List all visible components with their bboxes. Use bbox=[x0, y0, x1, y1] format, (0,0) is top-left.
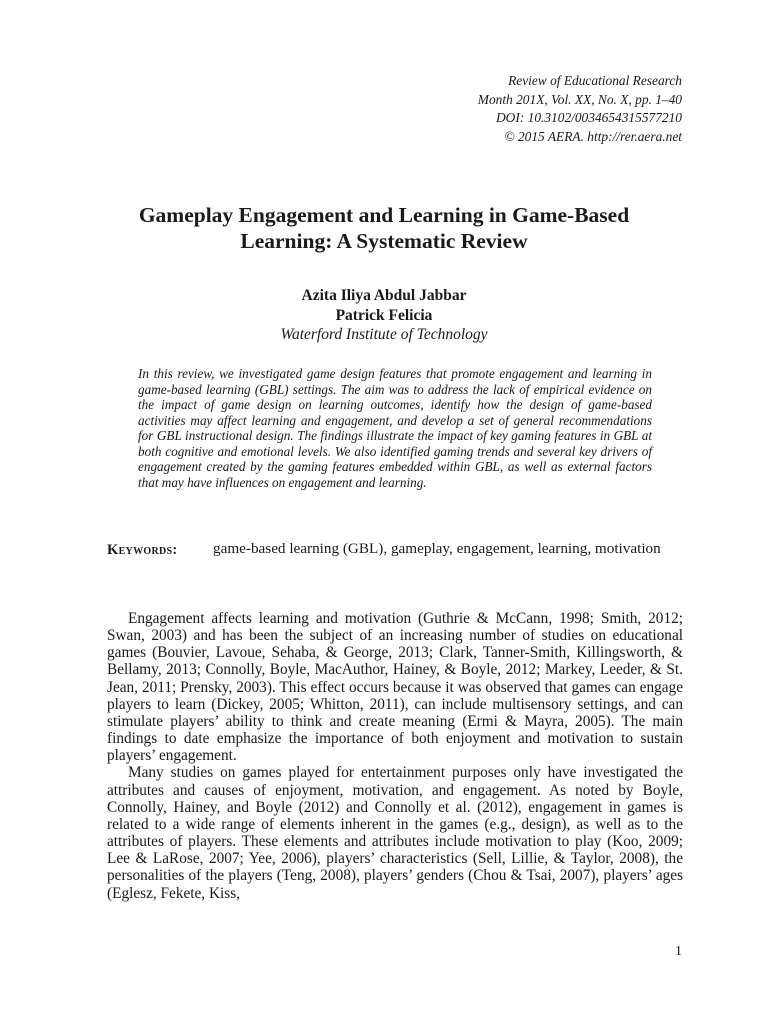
article-title: Gameplay Engagement and Learning in Game-Based Learning: A Systematic Review bbox=[138, 203, 630, 253]
body-paragraph: Many studies on games played for entertainment purposes only have investigated the attributes and causes of enjoyment, motivation, and engagement. As noted by Boyle, Connolly, Hainey, and Boyle (2012) and Connolly et al. (2012), engagement in games is related to a wide range of elements inherent in the games (e.g., design), as well as to the attributes of players. These elements and attributes include motivation to play (Koo, 2009; Lee & LaRose, 2007; Yee, 2006), players’ characteristics (Sell, Lillie, & Taylor, 2008), the personalities of the players (Teng, 2008), players’ genders (Chou & Tsai, 2007), players’ ages (Eglesz, Fekete, Kiss, bbox=[107, 764, 683, 902]
journal-header bbox=[262, 72, 682, 146]
keywords-text: game-based learning (GBL), gameplay, engagement, learning, motivation bbox=[213, 540, 661, 557]
keywords-row bbox=[107, 540, 683, 560]
author-name: Azita Iliya Abdul Jabbar bbox=[301, 287, 467, 304]
keywords-label: Keywords: bbox=[107, 542, 178, 558]
journal-name: Review of Educational Research bbox=[508, 73, 682, 88]
author-name: Patrick Felicia bbox=[335, 306, 433, 324]
journal-doi: DOI: 10.3102/0034654315577210 bbox=[496, 110, 682, 125]
journal-copyright: © 2015 AERA. http://rer.aera.net bbox=[504, 128, 682, 144]
body-paragraph: Engagement affects learning and motivation (Guthrie & McCann, 1998; Smith, 2012; Swan, 2003) and has been the subject of an increasing number of studies on educational games (Bouvier, Lavoue, Sehaba, & George, 2013; Clark, Tanner-Smith, Killingsworth, & Bellamy, 2013; Connolly, Boyle, MacAuthor, Hainey, & Boyle, 2012; Markey, Leeder, & St. Jean, 2011; Prensky, 2003). This effect occurs because it was observed that games can engage players to learn (Dickey, 2005; Whitton, 2011), can include multisensory settings, and can stimulate players’ ability to think and create meaning (Ermi & Mayra, 2005). The main findings to date emphasize the importance of both enjoyment and motivation to sustain players’ engagement. bbox=[107, 610, 683, 765]
body-text bbox=[107, 610, 683, 902]
journal-issue: Month 201X, Vol. XX, No. X, pp. 1–40 bbox=[477, 91, 682, 107]
page-number: 1 bbox=[675, 944, 682, 959]
abstract: In this review, we investigated game design features that promote engagement and learning in game-based learning (GBL) settings. The aim was to address the lack of empirical evidence on the impact of game design on learning outcomes, identify how the design of game-based activities may affect learning and engagement, and develop a set of general recommendations for GBL instructional design. The findings illustrate the impact of key gaming features in GBL at both cognitive and emotional levels. We also identified gaming trends and several key drivers of engagement created by the gaming features embedded within GBL, as well as external factors that may have influences on engagement and learning. bbox=[138, 366, 652, 490]
author-affiliation: Waterford Institute of Technology bbox=[280, 326, 488, 343]
author-block bbox=[0, 286, 768, 345]
